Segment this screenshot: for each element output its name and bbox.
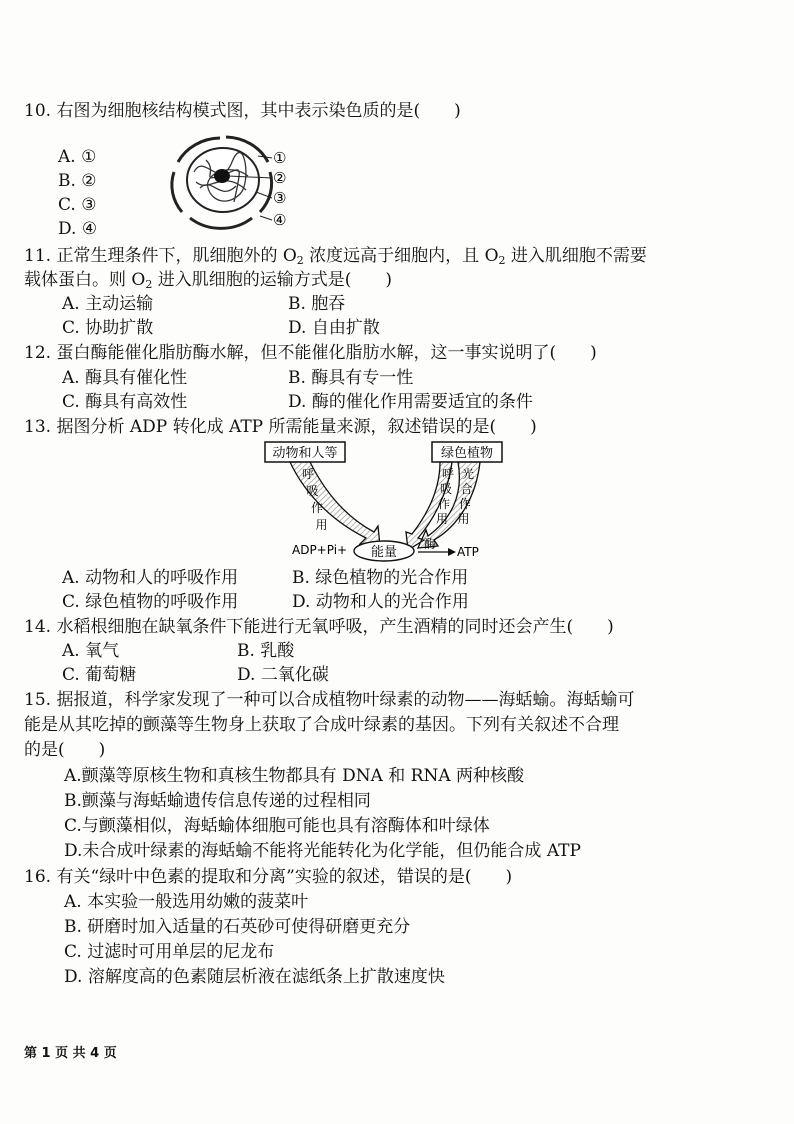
nucleus-label-1: ① — [273, 149, 287, 167]
q13-option-b: B. 绿色植物的光合作用 — [292, 568, 469, 588]
vertical-label-char: 用 — [457, 512, 470, 526]
q15-option-a: A.颤藻等原核生物和真核生物都具有 DNA 和 RNA 两种核酸 — [64, 766, 525, 786]
q11-stem-line2: 载体蛋白。则 $O_2$ 进入肌细胞的运输方式是( ) — [24, 270, 393, 291]
product-label: ATP — [457, 545, 479, 559]
vertical-label-char: 吸 — [439, 482, 453, 496]
reactants-label: ADP+Pi+ — [292, 543, 348, 557]
vertical-label-char: 吸 — [306, 484, 319, 498]
vertical-label-char: 合 — [460, 482, 473, 496]
q14-stem: 14. 水稻根细胞在缺氧条件下能进行无氧呼吸，产生酒精的同时还会产生( ) — [24, 617, 614, 637]
box-animals-label: 动物和人等 — [272, 446, 338, 461]
vertical-label-char: 作 — [310, 501, 324, 515]
q16-option-b: B. 研磨时加入适量的石英砂可使得研磨更充分 — [64, 917, 411, 937]
q12-option-a: A. 酶具有催化性 — [62, 368, 188, 388]
q10-option-d: D. ④ — [58, 219, 98, 239]
q15-stem-line3: 的是( ) — [24, 740, 106, 760]
vertical-label-char: 作 — [458, 497, 472, 511]
q15-option-d: D.未合成叶绿素的海蛞蝓不能将光能转化为化学能，但仍能合成 ATP — [64, 841, 581, 861]
q14-option-b: B. 乳酸 — [237, 641, 295, 661]
q10-option-a: A. ① — [58, 147, 97, 167]
q13-option-c: C. 绿色植物的呼吸作用 — [62, 592, 239, 612]
q11-option-c: C. 协助扩散 — [62, 318, 154, 338]
q16-option-c: C. 过滤时可用单层的尼龙布 — [64, 942, 275, 962]
q13-option-d: D. 动物和人的光合作用 — [292, 592, 469, 612]
enzyme-label: 酶 — [424, 537, 437, 551]
q12-option-c: C. 酶具有高效性 — [62, 392, 188, 412]
q12-option-b: B. 酶具有专一性 — [288, 368, 414, 388]
q10-option-c: C. ③ — [58, 195, 97, 215]
q12-option-d: D. 酶的催化作用需要适宜的条件 — [288, 392, 533, 412]
nucleus-label-2: ② — [273, 169, 287, 187]
q14-option-d: D. 二氧化碳 — [237, 665, 329, 685]
nucleus-label-3: ③ — [273, 189, 287, 207]
q11-stem-line1: 11. 正常生理条件下，肌细胞外的 $O_2$ 浓度远高于细胞内，且 $O_2$ 进入肌细胞不需要 — [24, 246, 647, 267]
q12-stem: 12. 蛋白酶能催化脂肪酶水解，但不能催化脂肪水解，这一事实说明了( ) — [24, 343, 597, 363]
vertical-label-char: 用 — [435, 512, 449, 526]
q10-option-b: B. ② — [58, 171, 97, 191]
atp-energy-diagram — [262, 440, 512, 566]
q15-option-c: C.与颤藻相似，海蛞蝓体细胞可能也具有溶酶体和叶绿体 — [64, 816, 490, 836]
vertical-label-char: 用 — [315, 518, 328, 532]
nucleus-diagram — [160, 132, 300, 232]
q11-option-d: D. 自由扩散 — [288, 318, 380, 338]
q15-option-b: B.颤藻与海蛞蝓遗传信息传递的过程相同 — [64, 791, 371, 811]
box-plants-label: 绿色植物 — [440, 446, 494, 461]
q15-stem-line1: 15. 据报道，科学家发现了一种可以合成植物叶绿素的动物——海蛞蝓。海蛞蝓可 — [24, 690, 635, 710]
q11-option-b: B. 胞吞 — [288, 294, 346, 314]
q11-option-a: A. 主动运输 — [62, 294, 154, 314]
page-footer: 第 1 页 共 4 页 — [24, 1046, 117, 1061]
vertical-label-char: 光 — [461, 467, 475, 481]
vertical-label-char: 作 — [437, 497, 451, 511]
q14-option-a: A. 氧气 — [62, 641, 120, 661]
q13-option-a: A. 动物和人的呼吸作用 — [62, 568, 239, 588]
energy-label: 能量 — [370, 545, 398, 560]
q13-stem: 13. 据图分析 ADP 转化成 ATP 所需能量来源，叙述错误的是( ) — [24, 417, 537, 437]
nucleus-label-4: ④ — [273, 211, 287, 229]
q15-stem-line2: 能是从其吃掉的颤藻等生物身上获取了合成叶绿素的基因。下列有关叙述不合理 — [24, 715, 619, 735]
q14-option-c: C. 葡萄糖 — [62, 665, 137, 685]
q10-stem: 10. 右图为细胞核结构模式图，其中表示染色质的是( ) — [24, 101, 461, 121]
q16-option-a: A. 本实验一般选用幼嫩的菠菜叶 — [64, 892, 309, 912]
q16-option-d: D. 溶解度高的色素随层析液在滤纸条上扩散速度快 — [64, 967, 445, 987]
q16-stem: 16. 有关“绿叶中色素的提取和分离”实验的叙述，错误的是( ) — [24, 867, 513, 887]
vertical-label-char: 呼 — [301, 467, 315, 481]
vertical-label-char: 呼 — [441, 467, 455, 481]
